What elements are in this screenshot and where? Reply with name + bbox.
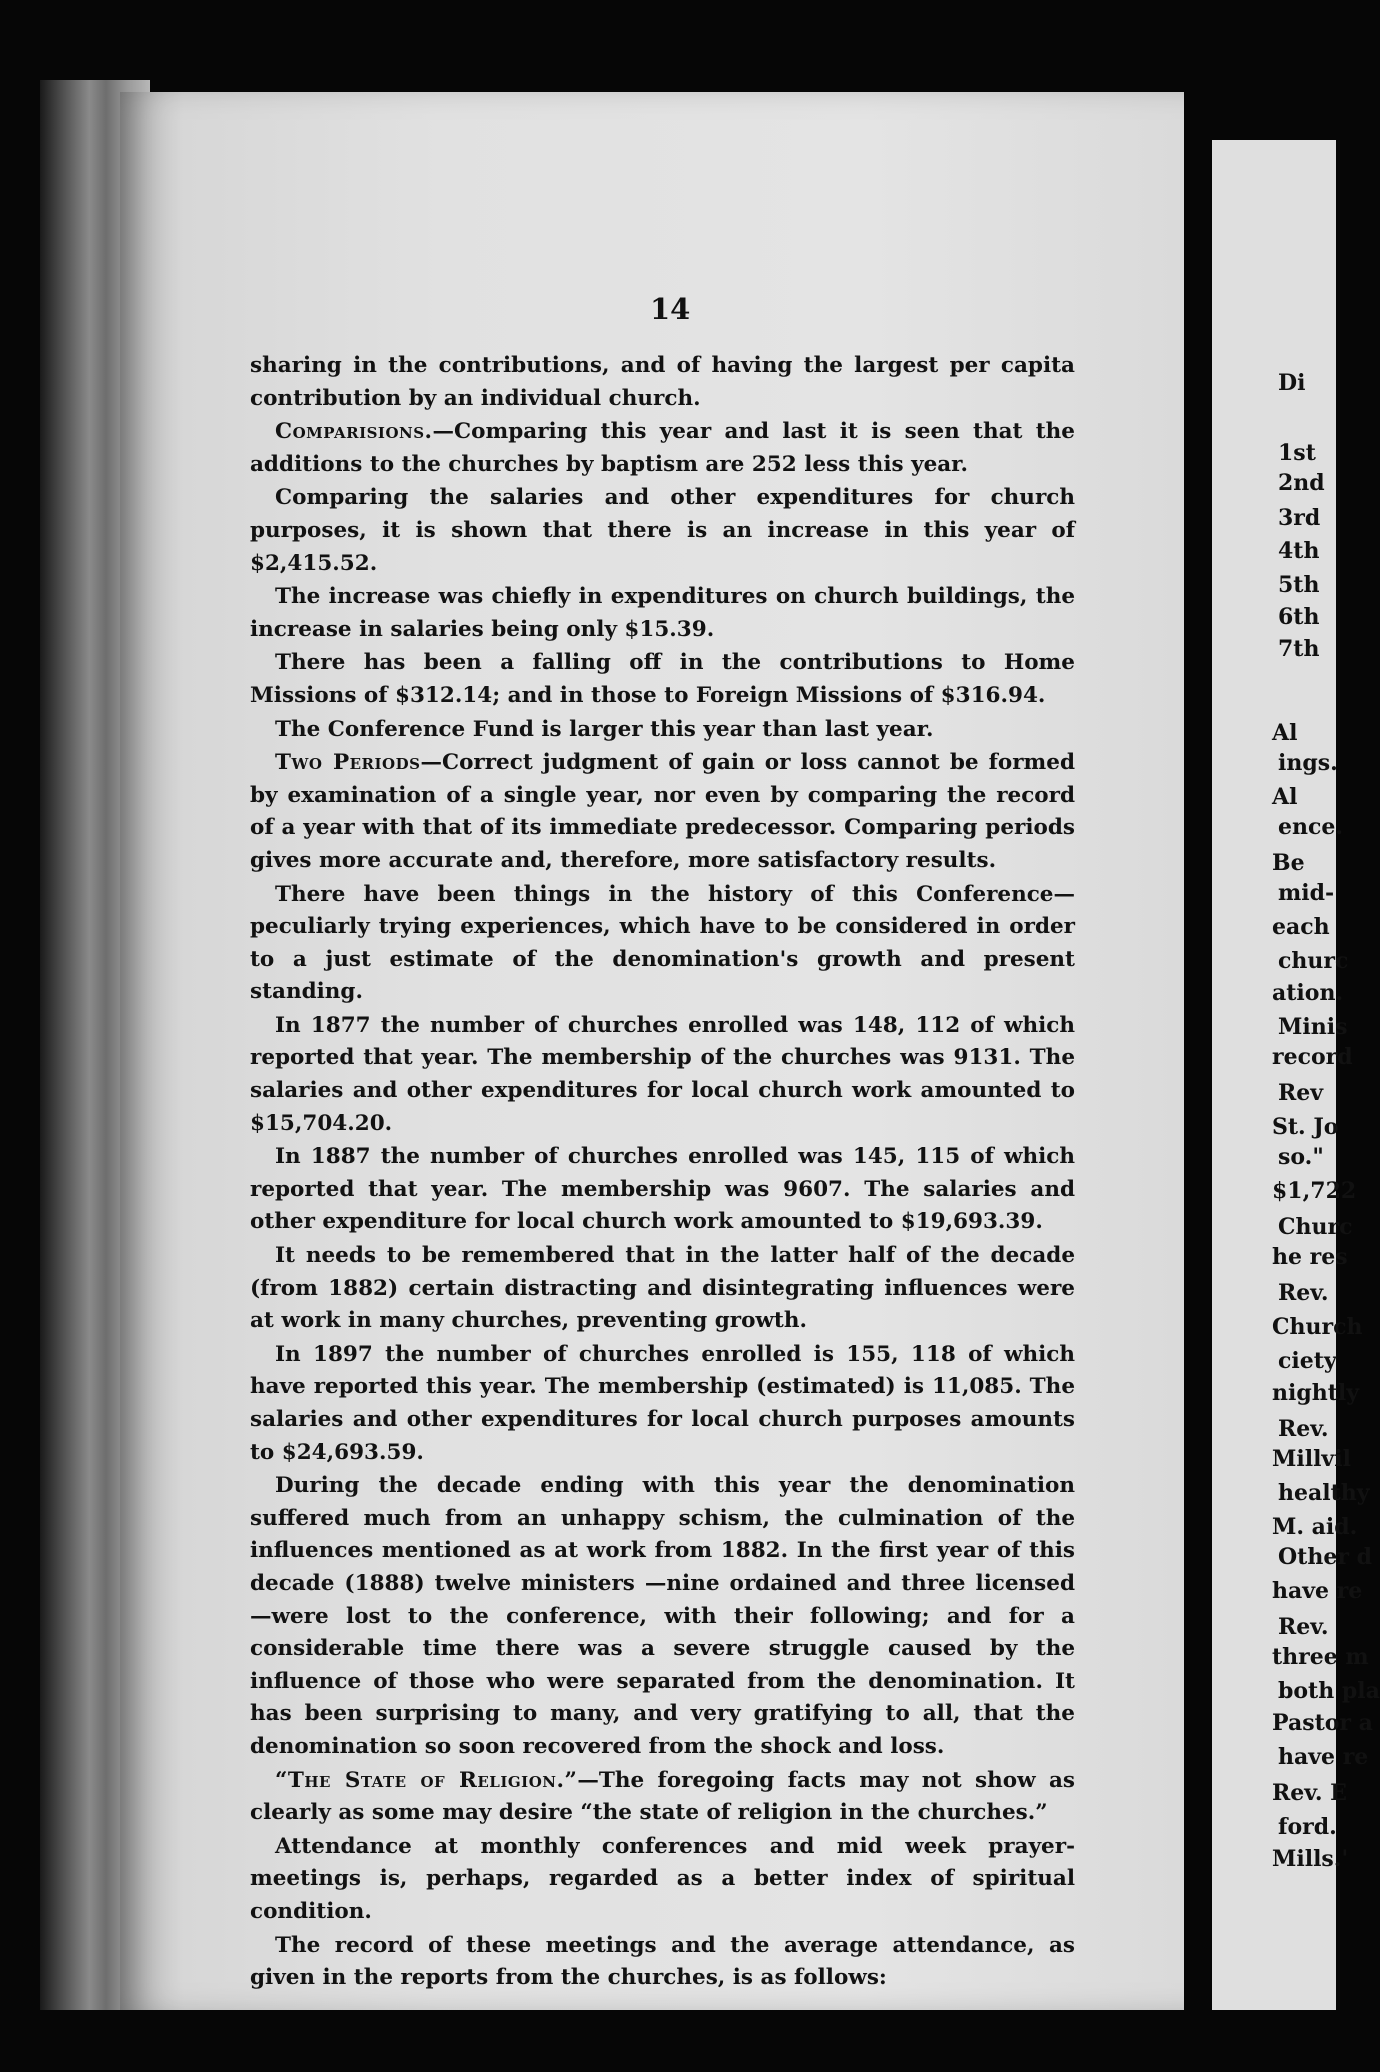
facing-page-fragment: 5th bbox=[1278, 572, 1320, 598]
facing-page-fragment: Pastor a bbox=[1272, 1710, 1373, 1736]
facing-page-fragment: healthy bbox=[1278, 1480, 1370, 1506]
paragraph: Attendance at monthly conferences and mid week prayer-meetings is, perhaps, regarded as a better index of spiritual condition. bbox=[250, 1833, 1075, 1924]
facing-page-fragment: have re bbox=[1272, 1578, 1363, 1604]
paragraph-lead: “The State of Religion.” bbox=[275, 1767, 578, 1793]
paragraph: It needs to be remembered that in the latter half of the decade (from 1882) certain distracting and disintegrating influences were at work in many churches, preventing growth. bbox=[250, 1243, 1075, 1334]
facing-page-fragment: so." bbox=[1278, 1144, 1324, 1170]
facing-page-fragment: Minis bbox=[1278, 1014, 1348, 1040]
facing-page-fragment: churc bbox=[1278, 948, 1349, 974]
paragraph: In 1877 the number of churches enrolled was 148, 112 of which reported that year. The membership of the churches was 9131. The salaries and other expenditures for local church work amounted to $15,704.20. bbox=[250, 1012, 1075, 1136]
paragraph: The Conference Fund is larger this year than last year. bbox=[275, 716, 934, 742]
paragraph: sharing in the contributions, and of having the largest per capita contribution by an individual church. bbox=[250, 353, 1075, 411]
facing-page-fragment: both pla bbox=[1278, 1678, 1380, 1704]
paragraph-lead: Comparisions. bbox=[275, 419, 433, 445]
facing-page-fragment: mid- bbox=[1278, 880, 1335, 906]
paragraph: Comparing the salaries and other expenditures for church purposes, it is shown that there is an increase in this year of $2,415.52. bbox=[250, 485, 1075, 576]
paragraph: Two Periods—Correct judgment of gain or loss cannot be formed by examination of a single year, nor even by comparing the record of a year with that of its immediate predecessor. Comparing periods gives more accurate and, therefore, more satisfactory results. bbox=[250, 750, 1075, 873]
facing-page-fragment: Di bbox=[1278, 370, 1306, 396]
facing-page-fragment: record bbox=[1272, 1044, 1353, 1070]
body-text bbox=[250, 350, 1075, 1995]
facing-page-fragment: Rev. bbox=[1278, 1280, 1329, 1306]
facing-page-fragment: Church bbox=[1272, 1314, 1363, 1340]
facing-page-fragment: ation. bbox=[1272, 980, 1344, 1006]
facing-page-fragment: $1,722 bbox=[1272, 1178, 1357, 1204]
facing-page-fragment: M. aid. bbox=[1272, 1514, 1358, 1540]
paragraph: The record of these meetings and the average attendance, as given in the reports from the churches, is as follows: bbox=[250, 1932, 1075, 1991]
facing-page-fragment: Rev. E bbox=[1272, 1780, 1347, 1806]
facing-page-fragment: ciety bbox=[1278, 1348, 1337, 1374]
facing-page-fragment: Be bbox=[1272, 850, 1305, 876]
facing-page-fragment: nightly bbox=[1272, 1380, 1360, 1406]
paragraph: In 1887 the number of churches enrolled was 145, 115 of which reported that year. The membership was 9607. The salaries and other expenditure for local church work amounted to $19,693.39. bbox=[250, 1144, 1075, 1235]
facing-page-fragment: Rev. bbox=[1278, 1614, 1329, 1640]
facing-page-fragment: Mills.' bbox=[1272, 1846, 1349, 1872]
paragraph: During the decade ending with this year the denomination suffered much from an unhappy schism, the culmination of the influences mentioned as at work from 1882. In the first year of this decade (1888) twelve ministers —nine ordained and three licensed—were lost to the conference, with their following; and for a considerable time there was a severe struggle caused by the influence of those who were separated from the denomination. It has been surprising to many, and very gratifying to all, that the denomination so soon recovered from the shock and loss. bbox=[250, 1473, 1075, 1759]
paragraph: Comparisions.—Comparing this year and last it is seen that the additions to the churches by baptism are 252 less this year. bbox=[250, 419, 1075, 477]
facing-page-fragment: Rev bbox=[1278, 1080, 1324, 1106]
facing-page-fragment: three m bbox=[1272, 1644, 1369, 1670]
facing-page-fragment: 4th bbox=[1278, 538, 1320, 564]
facing-page-fragment: Churc bbox=[1278, 1214, 1353, 1240]
facing-page-fragment: Other d bbox=[1278, 1544, 1372, 1570]
paragraph-lead: Two Periods bbox=[275, 750, 421, 776]
paragraph: There have been things in the history of this Conference—peculiarly trying experiences, which have to be considered in order to a just estimate of the denomination's growth and present standing. bbox=[250, 881, 1075, 1005]
facing-page-fragment: Millvil bbox=[1272, 1446, 1351, 1472]
facing-page-fragment: ings. bbox=[1278, 750, 1338, 776]
facing-page-fragment: 7th bbox=[1278, 636, 1320, 662]
facing-page-fragment: Al bbox=[1272, 784, 1298, 810]
facing-page-fragment: 2nd bbox=[1278, 470, 1325, 496]
facing-page-fragment: ford. bbox=[1278, 1814, 1337, 1840]
facing-page-fragment: ence. bbox=[1278, 814, 1344, 840]
facing-page-fragment: St. Jo bbox=[1272, 1114, 1339, 1140]
facing-page-fragment: Al bbox=[1272, 720, 1298, 746]
facing-page bbox=[1212, 140, 1380, 2010]
facing-page-fragment: 3rd bbox=[1278, 505, 1321, 531]
facing-page-fragment: he res bbox=[1272, 1244, 1348, 1270]
paragraph: “The State of Religion.”—The foregoing facts may not show as clearly as some may desire “the state of religion in the churches.” bbox=[250, 1767, 1075, 1826]
facing-page-fragment: each bbox=[1272, 914, 1330, 940]
facing-page-fragment: have re bbox=[1278, 1744, 1369, 1770]
paragraph: In 1897 the number of churches enrolled is 155, 118 of which have reported this year. The membership (estimated) is 11,085. The salaries and other expenditures for local church purposes amounts to $24,693.59. bbox=[250, 1341, 1075, 1465]
paragraph: There has been a falling off in the contributions to Home Missions of $312.14; and in those to Foreign Missions of $316.94. bbox=[250, 650, 1075, 708]
facing-page-fragment: 6th bbox=[1278, 604, 1320, 630]
paragraph: The increase was chiefly in expenditures on church buildings, the increase in salaries being only $15.39. bbox=[250, 584, 1075, 642]
facing-page-fragment: 1st bbox=[1278, 440, 1316, 466]
facing-page-fragment: Rev. bbox=[1278, 1416, 1329, 1442]
page-number: 14 bbox=[650, 292, 691, 326]
